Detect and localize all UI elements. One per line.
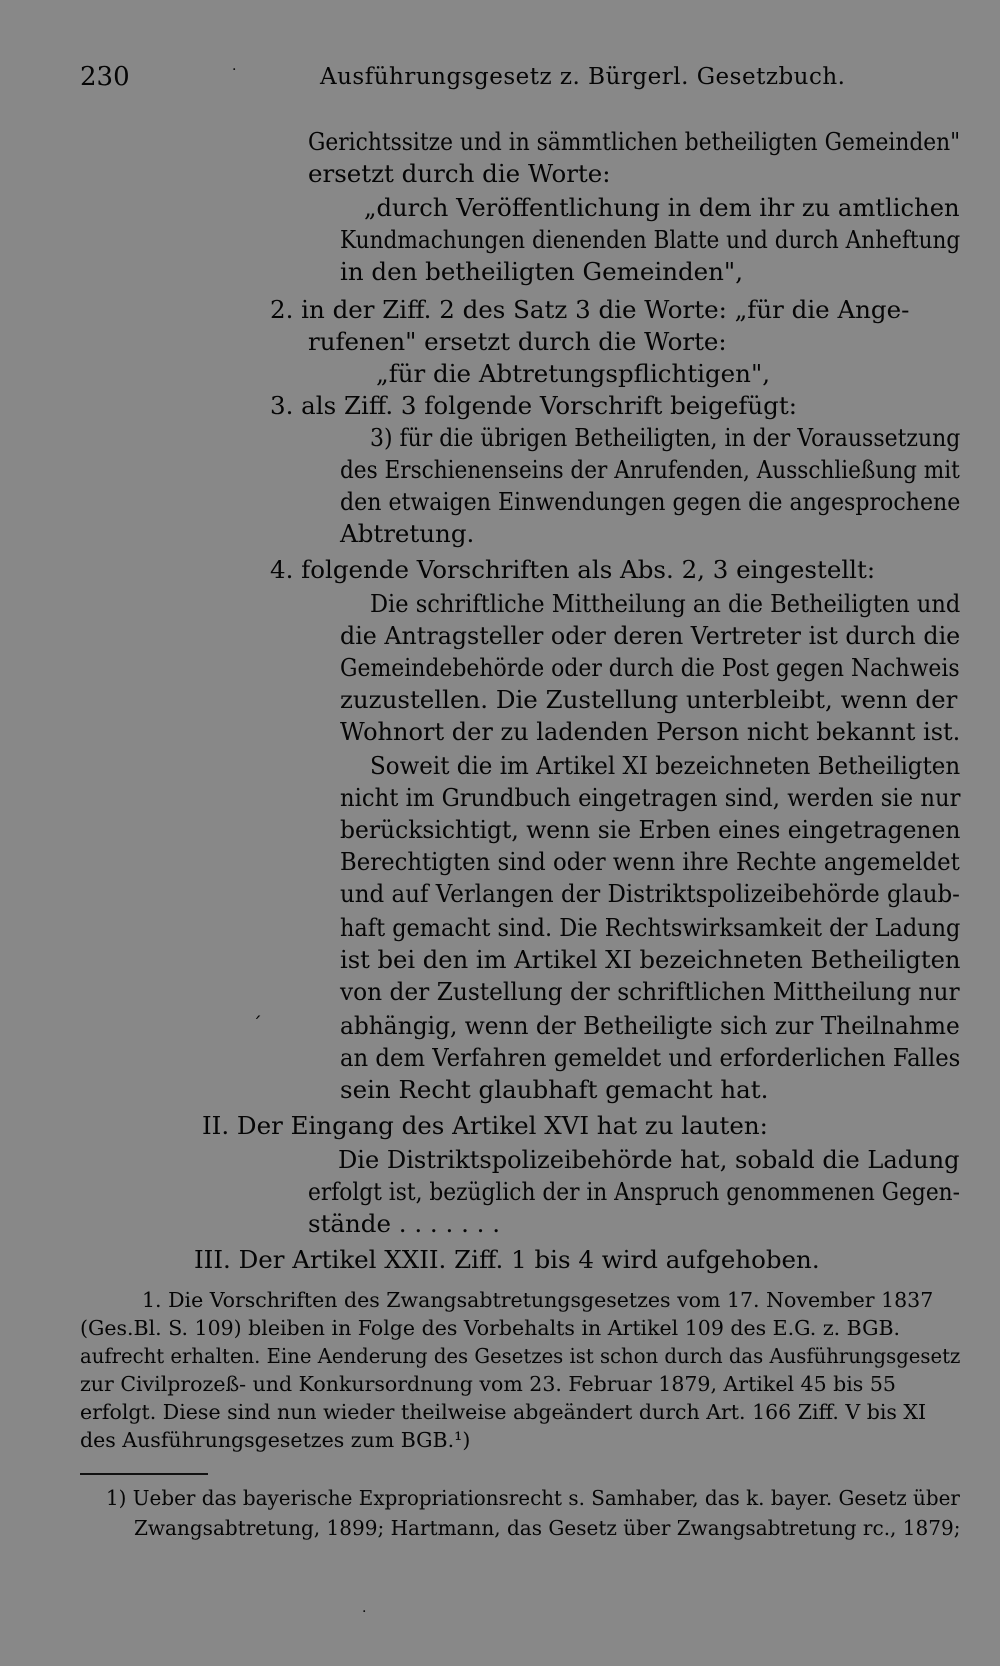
body-line: und auf Verlangen der Distriktspolizeibehörde glaub- (340, 879, 960, 908)
body-line: zuzustellen. Die Zustellung unterbleibt, wenn der (340, 685, 958, 714)
body-line: 3) für die übrigen Betheiligten, in der Voraussetzung (370, 423, 961, 452)
note-line: aufrecht erhalten. Eine Aenderung des Gesetzes ist schon durch das Ausführungsgesetz (80, 1344, 961, 1368)
note-line: zur Civilprozeß- und Konkursordnung vom 23. Februar 1879, Artikel 45 bis 55 (80, 1372, 896, 1396)
body-line: Gemeindebehörde oder durch die Post gegen Nachweis (340, 653, 960, 682)
body-line: ist bei den im Artikel XI bezeichneten Betheiligten (340, 945, 961, 974)
body-line: abhängig, wenn der Betheiligte sich zur Theilnahme (340, 1011, 960, 1040)
body-line: Die Distriktspolizeibehörde hat, sobald die Ladung (338, 1145, 960, 1174)
body-line: Die schriftliche Mittheilung an die Betheiligten und (370, 589, 961, 618)
body-line: 2. in der Ziff. 2 des Satz 3 die Worte: „für die Ange- (270, 295, 910, 324)
body-line: III. Der Artikel XXII. Ziff. 1 bis 4 wird aufgehoben. (194, 1245, 820, 1274)
body-line: II. Der Eingang des Artikel XVI hat zu lauten: (202, 1111, 768, 1140)
body-line: den etwaigen Einwendungen gegen die angesprochene (340, 487, 961, 516)
body-line: 4. folgende Vorschriften als Abs. 2, 3 eingestellt: (270, 555, 876, 584)
body-line: erfolgt ist, bezüglich der in Anspruch genommenen Gegen- (308, 1177, 960, 1206)
stray-dot: · (362, 1604, 367, 1620)
body-line: stände . . . . . . . (308, 1209, 501, 1238)
body-line: sein Recht glaubhaft gemacht hat. (340, 1075, 769, 1104)
footnote-line: Zwangsabtretung, 1899; Hartmann, das Gesetz über Zwangsabtretung rc., 1879; (134, 1516, 961, 1540)
body-line: berücksichtigt, wenn sie Erben eines eingetragenen (340, 815, 961, 844)
body-line: „für die Abtretungspflichtigen", (376, 359, 770, 388)
body-line: Wohnort der zu ladenden Person nicht bekannt ist. (340, 717, 961, 746)
body-line: 3. als Ziff. 3 folgende Vorschrift beigefügt: (270, 391, 797, 420)
body-line: Gerichtssitze und in sämmtlichen betheiligten Gemeinden" (308, 127, 961, 156)
stray-dot: · (232, 62, 237, 78)
body-line: nicht im Grundbuch eingetragen sind, werden sie nur (340, 783, 961, 812)
page-number: 230 (80, 62, 130, 92)
body-line: Kundmachungen dienenden Blatte und durch Anheftung (340, 225, 961, 254)
body-line: Berechtigten sind oder wenn ihre Rechte angemeldet (340, 847, 960, 876)
body-line: „durch Veröffentlichung in dem ihr zu amtlichen (364, 193, 960, 222)
body-line: haft gemacht sind. Die Rechtswirksamkeit der Ladung (340, 913, 961, 942)
body-line: in den betheiligten Gemeinden", (340, 257, 743, 286)
body-line: des Erschienenseins der Anrufenden, Ausschließung mit (340, 455, 960, 484)
body-line: Abtretung. (340, 519, 475, 548)
footnote-line: 1) Ueber das bayerische Expropriationsrecht s. Samhaber, das k. bayer. Gesetz über (106, 1486, 960, 1510)
margin-mark: ´ (252, 1012, 262, 1036)
running-title: Ausführungsgesetz z. Bürgerl. Gesetzbuch. (320, 64, 846, 90)
body-line: von der Zustellung der schriftlichen Mittheilung nur (340, 977, 960, 1006)
body-line: rufenen" ersetzt durch die Worte: (308, 327, 727, 356)
body-line: die Antragsteller oder deren Vertreter ist durch die (340, 621, 961, 650)
body-line: Soweit die im Artikel XI bezeichneten Betheiligten (370, 751, 961, 780)
note-line: (Ges.Bl. S. 109) bleiben in Folge des Vorbehalts in Artikel 109 des E.G. z. BGB. (80, 1316, 901, 1340)
body-line: an dem Verfahren gemeldet und erforderlichen Falles (340, 1043, 961, 1072)
note-line: des Ausführungsgesetzes zum BGB.¹) (80, 1428, 471, 1452)
footnote-rule (80, 1473, 208, 1475)
note-line: erfolgt. Diese sind nun wieder theilweise abgeändert durch Art. 166 Ziff. V bis XI (80, 1400, 927, 1424)
note-line: 1. Die Vorschriften des Zwangsabtretungsgesetzes vom 17. November 1837 (142, 1288, 934, 1312)
body-line: ersetzt durch die Worte: (308, 159, 611, 188)
